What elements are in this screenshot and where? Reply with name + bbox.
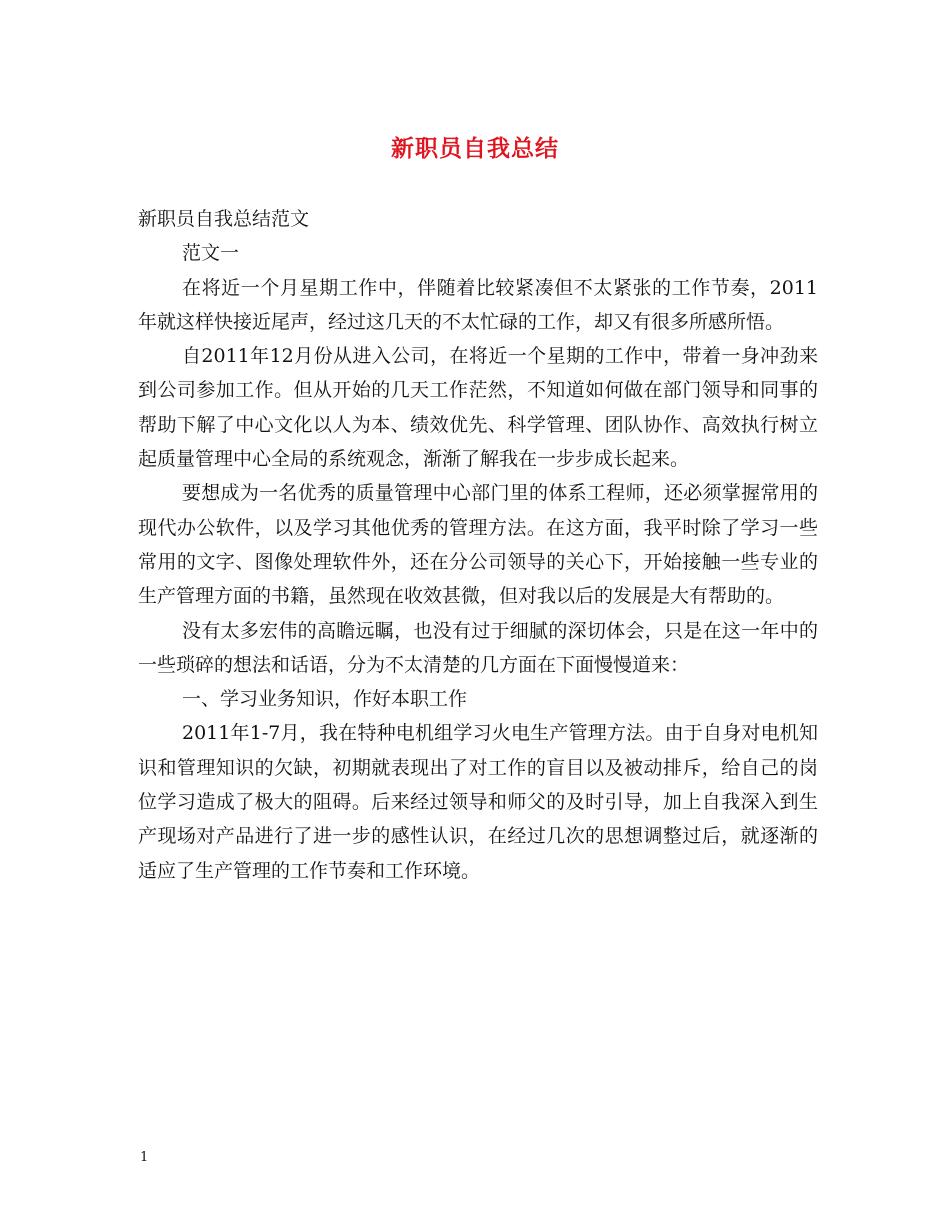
paragraph: 在将近一个月星期工作中，伴随着比较紧凑但不太紧张的工作节奏，2011年就这样快接近尾声，经过这几天的不太忙碌的工作，却又有很多所感所悟。 <box>138 276 818 333</box>
paragraph: 要想成为一名优秀的质量管理中心部门里的体系工程师，还必须掌握常用的现代办公软件，以及学习其他优秀的管理方法。在这方面，我平时除了学习一些常用的文字、图像处理软件外，还在分公司领导的关心下，开始接触一些专业的生产管理方面的书籍，虽然现在收效甚微，但对我以后的发展是大有帮助的。 <box>138 482 818 608</box>
paragraph-sample-heading: 范文一 <box>182 242 240 265</box>
paragraph: 没有太多宏伟的高瞻远瞩，也没有过于细腻的深切体会，只是在这一年中的一些琐碎的想法和话语，分为不太清楚的几方面在下面慢慢道来： <box>138 619 818 676</box>
paragraph: 自2011年12月份从进入公司，在将近一个星期的工作中，带着一身冲劲来到公司参加工作。但从开始的几天工作茫然，不知道如何做在部门领导和同事的帮助下解了中心文化以人为本、绩效优先、科学管理、团队协作、高效执行树立起质量管理中心全局的系统观念，渐渐了解我在一步步成长起来。 <box>138 345 818 471</box>
section-heading: 一、学习业务知识，作好本职工作 <box>182 688 468 711</box>
paragraph: 2011年1-7月，我在特种电机组学习火电生产管理方法。由于自身对电机知识和管理知识的欠缺，初期就表现出了对工作的盲目以及被动排斥，给自己的岗位学习造成了极大的阻碍。后来经过领导和师父的及时引导，加上自我深入到生产现场对产品进行了进一步的感性认识，在经过几次的思想调整过后，就逐渐的适应了生产管理的工作节奏和工作环境。 <box>138 722 818 882</box>
document-body <box>138 202 818 888</box>
page-number: 1 <box>140 1150 149 1165</box>
document-title: 新职员自我总结 <box>391 135 559 162</box>
document-subtitle: 新职员自我总结范文 <box>138 208 310 230</box>
